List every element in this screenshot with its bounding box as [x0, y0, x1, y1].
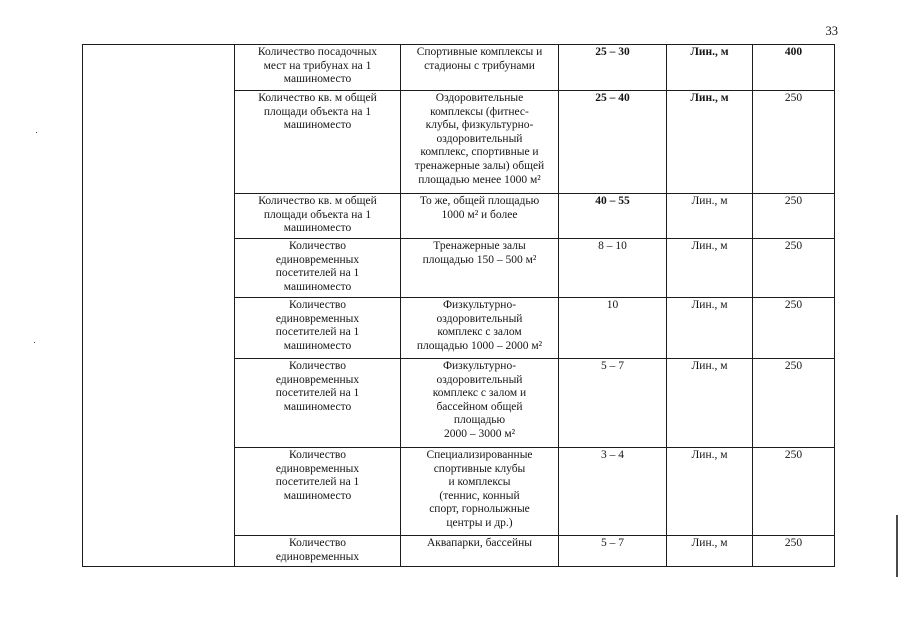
- ratio-range-cell: 5 – 7: [559, 359, 667, 448]
- indicator-cell: Количество единовременных посетителей на 1 машиноместо: [235, 298, 401, 359]
- empty-left-column: [83, 45, 235, 567]
- distance-cell: 250: [753, 448, 835, 536]
- unit-cell: Лин., м: [667, 536, 753, 567]
- unit-cell: Лин., м: [667, 194, 753, 239]
- unit-cell: Лин., м: [667, 91, 753, 194]
- scan-speck: [36, 132, 37, 133]
- parking-norms-table: [82, 44, 835, 567]
- distance-cell: 250: [753, 536, 835, 567]
- distance-cell: 250: [753, 359, 835, 448]
- object-type-cell: Физкультурно- оздоровительный комплекс с залом и бассейном общей площадью 2000 – 3000 м²: [401, 359, 559, 448]
- indicator-cell: Количество посадочных мест на трибунах на 1 машиноместо: [235, 45, 401, 91]
- ratio-range-cell: 8 – 10: [559, 239, 667, 298]
- scan-speck: [34, 342, 35, 343]
- object-type-cell: Тренажерные залы площадью 150 – 500 м²: [401, 239, 559, 298]
- unit-cell: Лин., м: [667, 239, 753, 298]
- unit-cell: Лин., м: [667, 298, 753, 359]
- table-body: [83, 45, 835, 567]
- object-type-cell: Оздоровительные комплексы (фитнес- клубы, физкультурно- оздоровительный комплекс, спортивные и тренажерные залы) общей площадью менее 1000 м²: [401, 91, 559, 194]
- indicator-cell: Количество кв. м общей площади объекта на 1 машиноместо: [235, 194, 401, 239]
- indicator-cell: Количество единовременных посетителей на 1 машиноместо: [235, 448, 401, 536]
- page-number: 33: [825, 24, 838, 38]
- ratio-range-cell: 40 – 55: [559, 194, 667, 239]
- object-type-cell: Аквапарки, бассейны: [401, 536, 559, 567]
- indicator-cell: Количество единовременных: [235, 536, 401, 567]
- object-type-cell: Физкультурно- оздоровительный комплекс с залом площадью 1000 – 2000 м²: [401, 298, 559, 359]
- indicator-cell: Количество единовременных посетителей на 1 машиноместо: [235, 239, 401, 298]
- table-row: [83, 45, 835, 91]
- object-type-cell: То же, общей площадью 1000 м² и более: [401, 194, 559, 239]
- object-type-cell: Специализированные спортивные клубы и комплексы (теннис, конный спорт, горнолыжные центры и др.): [401, 448, 559, 536]
- distance-cell: 250: [753, 91, 835, 194]
- unit-cell: Лин., м: [667, 45, 753, 91]
- ratio-range-cell: 25 – 40: [559, 91, 667, 194]
- ratio-range-cell: 3 – 4: [559, 448, 667, 536]
- ratio-range-cell: 25 – 30: [559, 45, 667, 91]
- distance-cell: 400: [753, 45, 835, 91]
- ratio-range-cell: 10: [559, 298, 667, 359]
- indicator-cell: Количество кв. м общей площади объекта на 1 машиноместо: [235, 91, 401, 194]
- indicator-cell: Количество единовременных посетителей на 1 машиноместо: [235, 359, 401, 448]
- unit-cell: Лин., м: [667, 359, 753, 448]
- unit-cell: Лин., м: [667, 448, 753, 536]
- distance-cell: 250: [753, 239, 835, 298]
- distance-cell: 250: [753, 194, 835, 239]
- distance-cell: 250: [753, 298, 835, 359]
- ratio-range-cell: 5 – 7: [559, 536, 667, 567]
- object-type-cell: Спортивные комплексы и стадионы с трибунами: [401, 45, 559, 91]
- scan-edge-mark: [896, 515, 898, 577]
